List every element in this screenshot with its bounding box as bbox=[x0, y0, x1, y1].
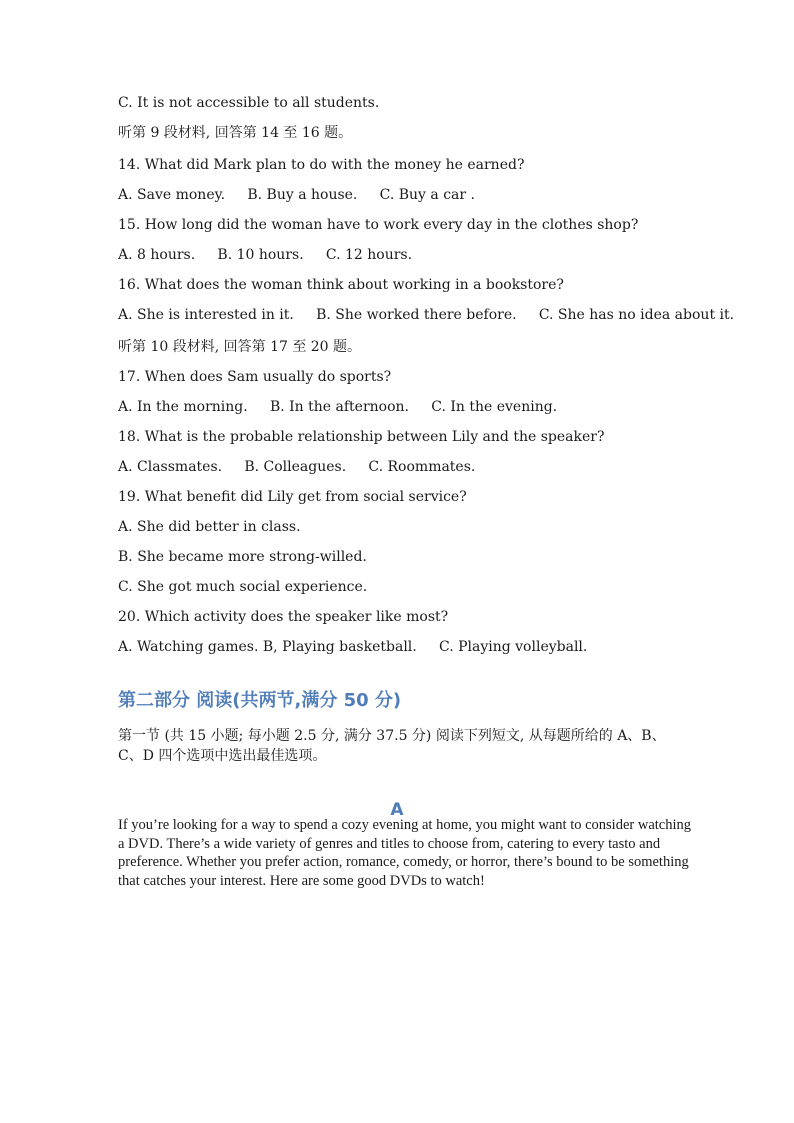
line-17: 20. Which activity does the speaker like most? bbox=[118, 609, 449, 625]
line-12: A. Classmates. B. Colleagues. C. Roommates. bbox=[118, 459, 476, 475]
line-5: A. 8 hours. B. 10 hours. C. 12 hours. bbox=[118, 247, 413, 263]
line-9: 17. When does Sam usually do sports? bbox=[118, 369, 392, 385]
passage-title: A bbox=[390, 800, 404, 820]
section-instruction: 第一节 (共 15 小题; 每小题 2.5 分, 满分 37.5 分) 阅读下列短文, 从每题所给的 A、B、C、D 四个选项中选出最佳选项。 bbox=[118, 728, 666, 764]
line-0: C. It is not accessible to all students. bbox=[118, 95, 380, 111]
line-2: 14. What did Mark plan to do with the money he earned? bbox=[118, 157, 525, 173]
line-7: A. She is interested in it. B. She worked there before. C. She has no idea about it. bbox=[118, 307, 735, 323]
line-16: C. She got much social experience. bbox=[118, 579, 368, 595]
line-4: 15. How long did the woman have to work every day in the clothes shop? bbox=[118, 217, 639, 233]
line-6: 16. What does the woman think about working in a bookstore? bbox=[118, 277, 564, 293]
line-15: B. She became more strong-willed. bbox=[118, 549, 367, 565]
line-8: 听第 10 段材料, 回答第 17 至 20 题。 bbox=[118, 339, 362, 355]
section-heading: 第二部分 阅读(共两节,满分 50 分) bbox=[118, 690, 402, 711]
line-13: 19. What benefit did Lily get from social service? bbox=[118, 489, 467, 505]
line-1: 听第 9 段材料, 回答第 14 至 16 题。 bbox=[118, 125, 353, 141]
line-11: 18. What is the probable relationship between Lily and the speaker? bbox=[118, 429, 605, 445]
line-18: A. Watching games. B, Playing basketball. C. Playing volleyball. bbox=[118, 639, 588, 655]
passage-body: If you’re looking for a way to spend a cozy evening at home, you might want to consider watching a DVD. There’s a wide variety of genres and titles to choose from, catering to every tasto and preference. Whether you prefer action, romance, comedy, or horror, there’s bound to be something that catches your interest. Here are some good DVDs to watch! bbox=[118, 817, 691, 889]
line-3: A. Save money. B. Buy a house. C. Buy a car . bbox=[118, 187, 475, 203]
line-14: A. She did better in class. bbox=[118, 519, 301, 535]
line-10: A. In the morning. B. In the afternoon. C. In the evening. bbox=[118, 399, 558, 415]
